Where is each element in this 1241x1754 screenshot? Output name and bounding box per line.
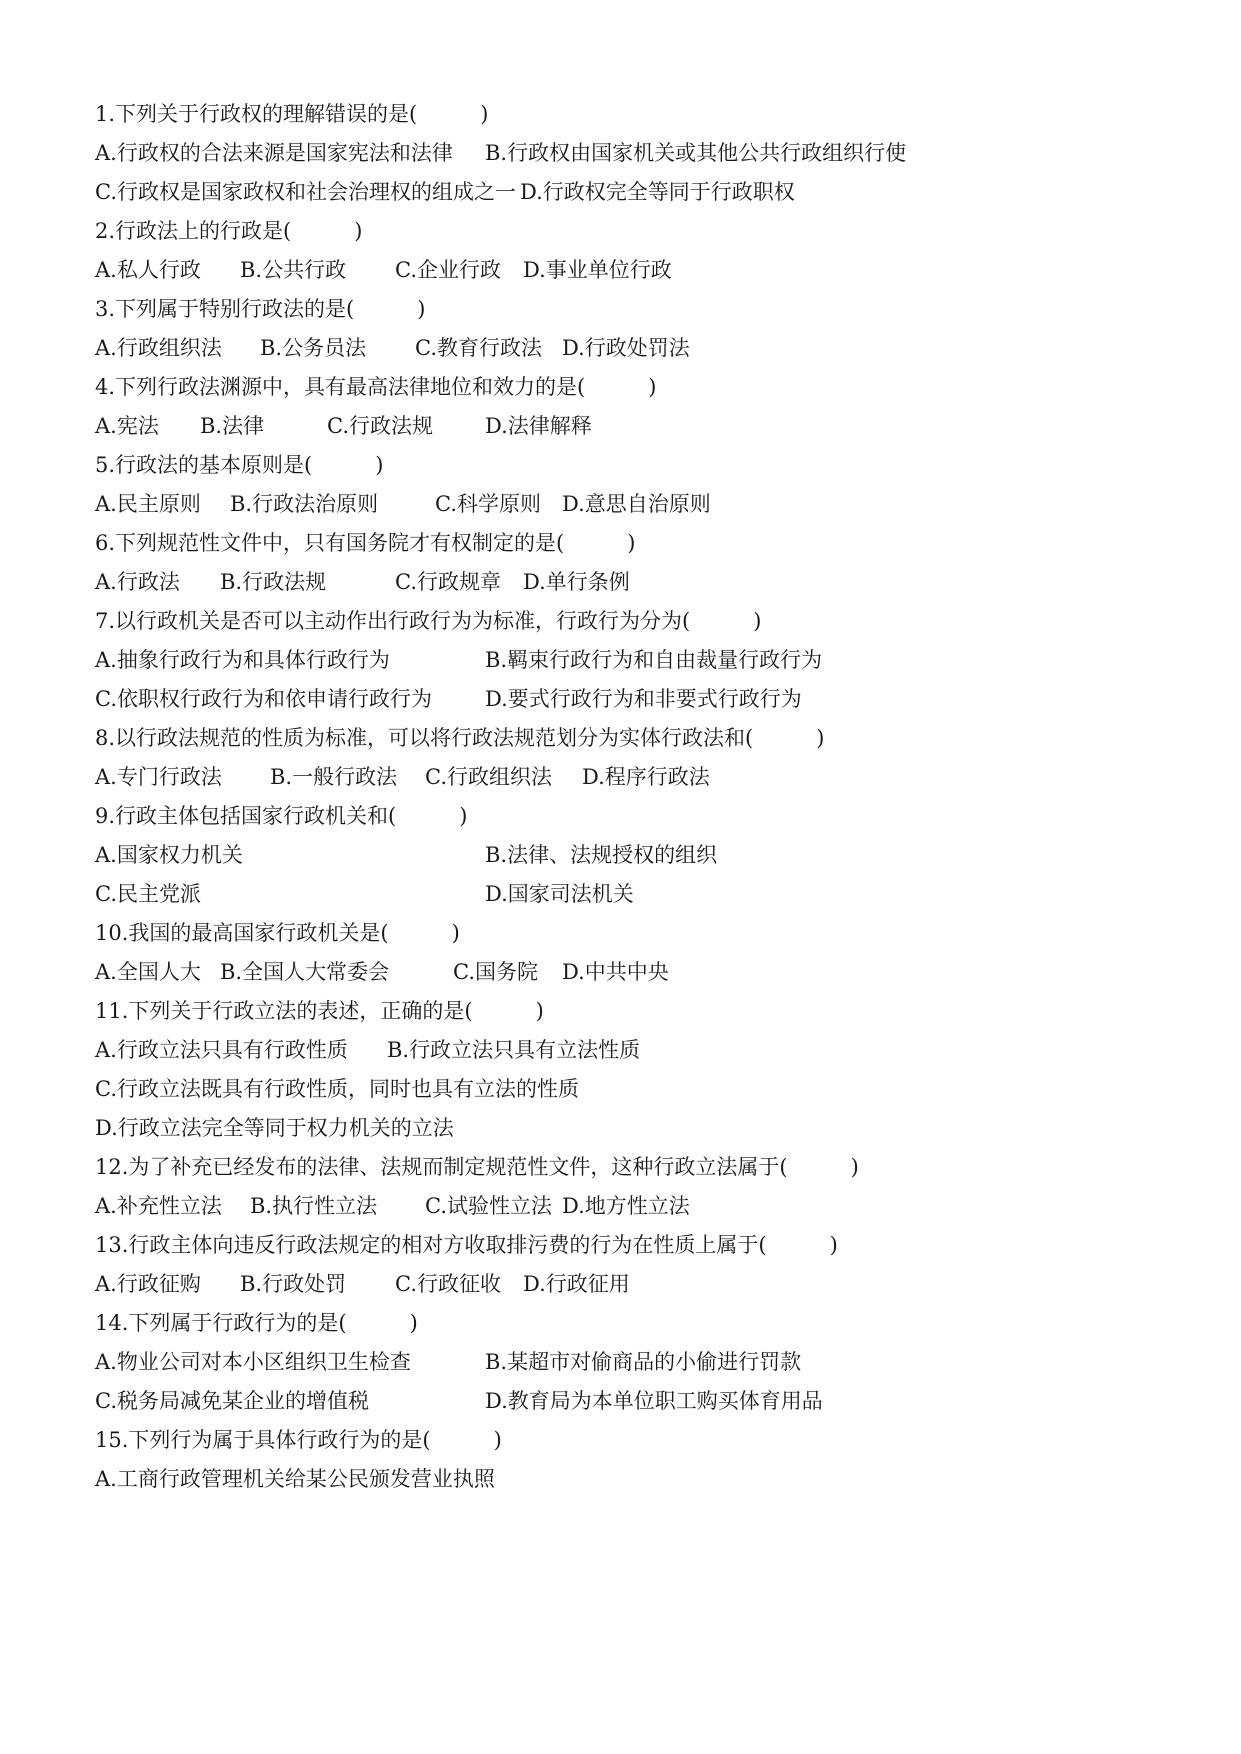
option: C.行政征收 [395, 1272, 501, 1296]
question-stem: 7.以行政机关是否可以主动作出行政行为为标准，行政行为分为( ) [95, 609, 762, 633]
option: A.行政法 [95, 570, 180, 594]
option: A.工商行政管理机关给某公民颁发营业执照 [95, 1467, 495, 1491]
option: C.行政权是国家政权和社会治理权的组成之一 [95, 180, 516, 204]
option: B.全国人大常委会 [220, 960, 390, 984]
option: A.行政立法只具有行政性质 [95, 1038, 348, 1062]
question-stem: 9.行政主体包括国家行政机关和( ) [95, 804, 468, 828]
option: D.行政权完全等同于行政职权 [520, 180, 795, 204]
option: C.行政组织法 [425, 765, 552, 789]
option: C.科学原则 [435, 492, 541, 516]
question-stem: 1.下列关于行政权的理解错误的是( ) [95, 102, 489, 126]
option: B.一般行政法 [270, 765, 398, 789]
option: D.行政立法完全等同于权力机关的立法 [95, 1116, 454, 1140]
option: B.行政处罚 [240, 1272, 347, 1296]
option: D.法律解释 [485, 414, 592, 438]
option: B.公共行政 [240, 258, 347, 282]
option: C.行政法规 [327, 414, 433, 438]
option: D.教育局为本单位职工购买体育用品 [485, 1389, 823, 1413]
option: B.公务员法 [260, 336, 367, 360]
option: B.执行性立法 [250, 1194, 378, 1218]
option: C.国务院 [453, 960, 538, 984]
question-stem: 11.下列关于行政立法的表述，正确的是( ) [95, 999, 544, 1023]
option: D.中共中央 [562, 960, 669, 984]
option: D.事业单位行政 [523, 258, 672, 282]
option: D.意思自治原则 [562, 492, 711, 516]
option: A.补充性立法 [95, 1194, 222, 1218]
option: A.全国人大 [95, 960, 201, 984]
option: C.行政立法既具有行政性质，同时也具有立法的性质 [95, 1077, 579, 1101]
option: A.专门行政法 [95, 765, 222, 789]
option: A.国家权力机关 [95, 843, 243, 867]
option: A.宪法 [95, 414, 159, 438]
option: C.企业行政 [395, 258, 501, 282]
question-stem: 14.下列属于行政行为的是( ) [95, 1311, 418, 1335]
option: B.行政权由国家机关或其他公共行政组织行使 [485, 141, 907, 165]
question-stem: 15.下列行为属于具体行政行为的是( ) [95, 1428, 502, 1452]
question-stem: 10.我国的最高国家行政机关是( ) [95, 921, 460, 945]
option: D.单行条例 [523, 570, 630, 594]
question-stem: 2.行政法上的行政是( ) [95, 219, 363, 243]
option: C.行政规章 [395, 570, 501, 594]
option: B.行政法规 [220, 570, 327, 594]
option: D.程序行政法 [582, 765, 710, 789]
question-stem: 5.行政法的基本原则是( ) [95, 453, 384, 477]
option: A.行政组织法 [95, 336, 222, 360]
option: B.行政法治原则 [230, 492, 379, 516]
option: B.羁束行政行为和自由裁量行政行为 [485, 648, 823, 672]
option: D.行政处罚法 [562, 336, 690, 360]
option: A.行政权的合法来源是国家宪法和法律 [95, 141, 453, 165]
option: D.行政征用 [523, 1272, 630, 1296]
option: C.教育行政法 [415, 336, 542, 360]
question-stem: 8.以行政法规范的性质为标准，可以将行政法规范划分为实体行政法和( ) [95, 726, 825, 750]
option: A.私人行政 [95, 258, 201, 282]
option: A.行政征购 [95, 1272, 201, 1296]
option: A.民主原则 [95, 492, 201, 516]
question-stem: 6.下列规范性文件中，只有国务院才有权制定的是( ) [95, 531, 636, 555]
option: B.法律 [200, 414, 265, 438]
option: B.某超市对偷商品的小偷进行罚款 [485, 1350, 802, 1374]
option: C.民主党派 [95, 882, 201, 906]
option: B.行政立法只具有立法性质 [387, 1038, 641, 1062]
question-stem: 13.行政主体向违反行政法规定的相对方收取排污费的行为在性质上属于( ) [95, 1233, 838, 1257]
question-stem: 4.下列行政法渊源中，具有最高法律地位和效力的是( ) [95, 375, 657, 399]
option: C.试验性立法 [425, 1194, 552, 1218]
option: C.税务局减免某企业的增值税 [95, 1389, 369, 1413]
question-stem: 12.为了补充已经发布的法律、法规而制定规范性文件，这种行政立法属于( ) [95, 1155, 859, 1179]
question-stem: 3.下列属于特别行政法的是( ) [95, 297, 426, 321]
option: A.抽象行政行为和具体行政行为 [95, 648, 390, 672]
option: A.物业公司对本小区组织卫生检查 [95, 1350, 411, 1374]
option: D.国家司法机关 [485, 882, 634, 906]
option: C.依职权行政行为和依申请行政行为 [95, 687, 432, 711]
option: D.地方性立法 [562, 1194, 690, 1218]
option: B.法律、法规授权的组织 [485, 843, 718, 867]
option: D.要式行政行为和非要式行政行为 [485, 687, 802, 711]
